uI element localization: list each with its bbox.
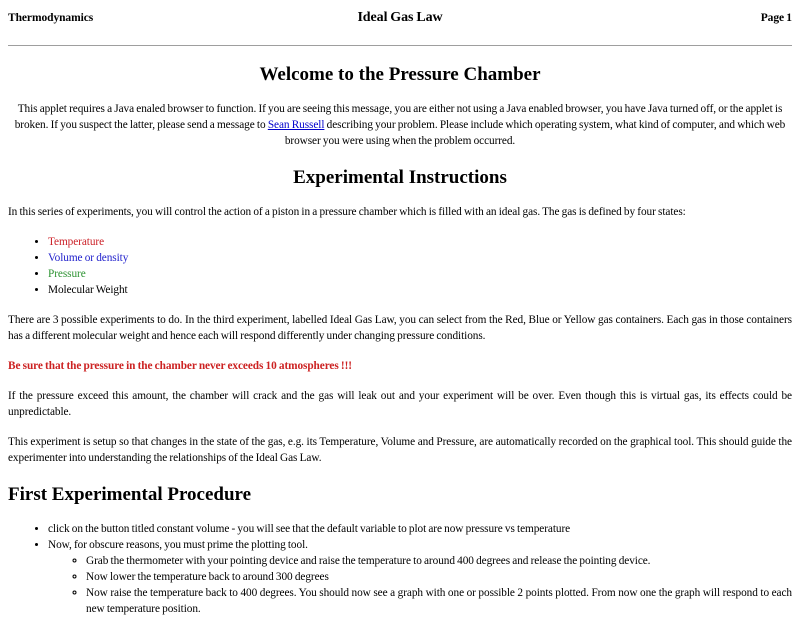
java-notice-paragraph: [8, 101, 792, 149]
pressure-warning-text: Be sure that the pressure in the chamber never exceeds 10 atmospheres !!!: [8, 359, 352, 372]
state-item-molecular-weight: [48, 282, 792, 298]
page-header: [8, 8, 792, 28]
state-item-temperature: [48, 234, 792, 250]
recording-paragraph: This experiment is setup so that changes in the state of the gas, e.g. its Temperature, Volume and Pressure, are automatically recorded on the graphical tool. This should guide the experimenter into understanding the relationships of the Ideal Gas Law.: [8, 435, 792, 464]
state-item-volume: [48, 250, 792, 266]
state-label-temperature: Temperature: [48, 235, 105, 248]
substep-lower-temperature: ◦ Now lower the temperature back to around 300 degrees: [86, 569, 792, 585]
state-label-molecular-weight: Molecular Weight: [48, 283, 128, 296]
header-page-number: Page 1: [760, 12, 792, 24]
procedure-step-constant-volume: • click on the button titled constant volume - you will see that the default variable to plot are now pressure vs temperature: [48, 521, 792, 537]
header-center-title: Ideal Gas Law: [357, 10, 443, 25]
state-label-pressure: Pressure: [48, 267, 86, 280]
state-label-volume: Volume or density: [48, 251, 129, 264]
gas-states-list: [8, 234, 792, 298]
procedure-step-prime-plotting-text: Now, for obscure reasons, you must prime the plotting tool.: [48, 538, 308, 551]
procedure-step-prime-plotting: [48, 537, 792, 617]
procedure-substeps-list: [48, 553, 792, 617]
header-divider: [8, 45, 792, 46]
experiments-info-paragraph: There are 3 possible experiments to do. In the third experiment, labelled Ideal Gas Law, you can select from the Red, Blue or Yellow gas containers. Each gas in those containers has a different molecular weight and hence each will respond differently under changing pressure conditions.: [8, 313, 792, 342]
header-left-title: Thermodynamics: [8, 12, 94, 24]
welcome-heading: Welcome to the Pressure Chamber: [259, 63, 541, 85]
substep-raise-temperature: ◦ Now raise the temperature back to 400 degrees. You should now see a graph with one or possible 2 points plotted. From now one the graph will respond to each new temperature position.: [86, 585, 792, 617]
java-notice-text-after: describing your problem. Please include which operating system, what kind of computer, and which web browser you were using when the problem occurred.: [284, 118, 786, 147]
procedure-steps-list: [8, 521, 792, 617]
state-item-pressure: [48, 266, 792, 282]
instructions-heading: Experimental Instructions: [293, 166, 507, 188]
overpressure-paragraph: If the pressure exceed this amount, the chamber will crack and the gas will leak out and your experiment will be over. Even though this is virtual gas, its effects could be unpredictable.: [8, 389, 792, 418]
procedure-heading: First Experimental Procedure: [8, 483, 252, 505]
sean-russell-link[interactable]: Sean Russell: [267, 118, 325, 131]
substep-grab-thermometer: ◦ Grab the thermometer with your pointing device and raise the temperature to around 400 degrees and release the pointing device.: [86, 553, 792, 569]
java-notice-text-before: This applet requires a Java enaled browser to function. If you are seeing this message, you are either not using a Java enabled browser, you have Java turned off, or the applet is broken. If you suspect the latter, please send a message to: [14, 102, 783, 131]
instructions-intro-paragraph: In this series of experiments, you will control the action of a piston in a pressure chamber which is filled with an ideal gas. The gas is defined by four states:: [8, 205, 686, 218]
